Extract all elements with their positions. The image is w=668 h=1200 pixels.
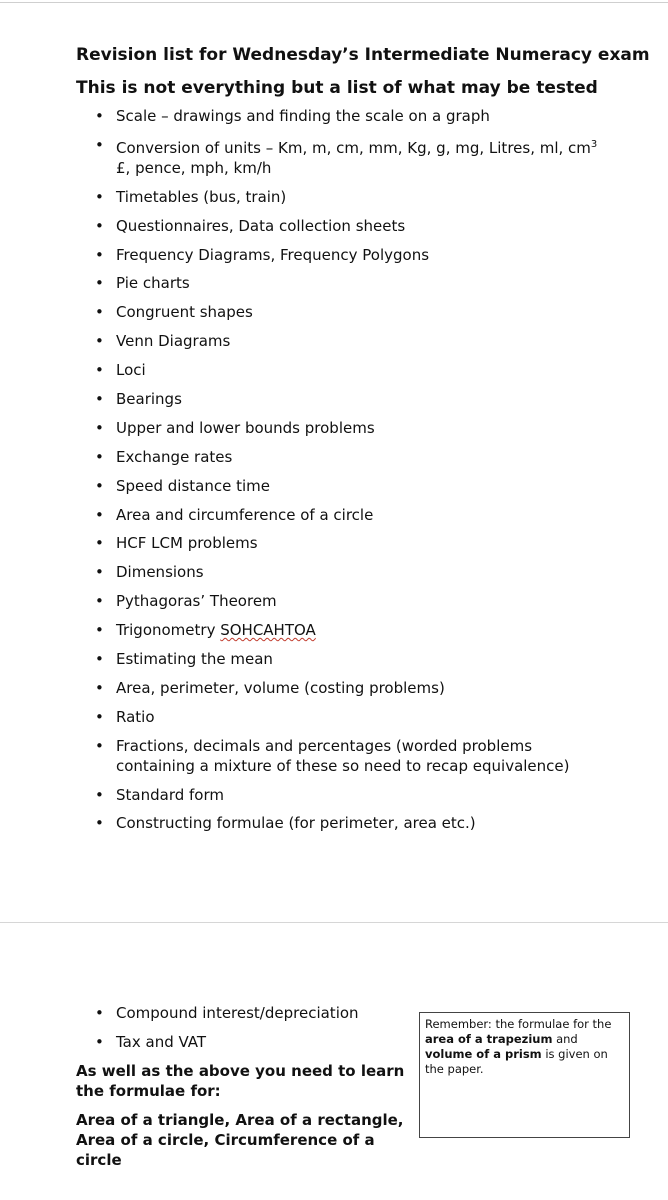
note-text-3: is given on the paper. xyxy=(425,1047,608,1076)
list-item xyxy=(0,533,668,553)
topics-list xyxy=(0,106,668,842)
list-item xyxy=(0,106,668,126)
list-item xyxy=(0,736,668,776)
list-item xyxy=(0,418,668,438)
list-item xyxy=(0,620,668,640)
list-item xyxy=(0,216,668,236)
reminder-note-box xyxy=(419,1012,630,1138)
bullet-icon: • xyxy=(95,814,104,833)
list-item xyxy=(0,1032,420,1052)
learn-formulae-heading: As well as the above you need to learn the formulae for: xyxy=(76,1062,405,1100)
bullet-icon: • xyxy=(95,476,104,495)
list-item xyxy=(0,505,668,525)
bullet-icon: • xyxy=(95,563,104,582)
bullet-icon: • xyxy=(95,135,104,154)
list-item-text-line2: £, pence, mph, km/h xyxy=(116,158,272,177)
bullet-icon: • xyxy=(95,303,104,322)
list-item xyxy=(0,447,668,467)
list-item xyxy=(0,707,668,727)
list-item-text: Venn Diagrams xyxy=(116,332,231,351)
list-item-text: Compound interest/depreciation xyxy=(116,1004,359,1022)
list-item xyxy=(0,331,668,351)
list-item-text: Trigonometry xyxy=(116,621,221,640)
list-item xyxy=(0,562,668,582)
list-item xyxy=(0,476,668,496)
bullet-icon: • xyxy=(95,736,104,755)
list-item-text: Tax and VAT xyxy=(116,1032,207,1051)
list-item-text: Upper and lower bounds problems xyxy=(116,418,375,437)
bullet-icon: • xyxy=(95,505,104,524)
superscript: 3 xyxy=(590,138,598,150)
bullet-icon: • xyxy=(95,447,104,466)
list-item xyxy=(0,360,668,380)
list-item xyxy=(0,302,668,322)
note-bold-prism: volume of a prism xyxy=(425,1047,542,1061)
bullet-icon: • xyxy=(95,1032,104,1051)
list-item xyxy=(0,813,668,833)
list-item-text: Fractions, decimals and percentages (worded problems containing a mixture of these so need to recap equivalence) xyxy=(116,736,570,775)
bullet-icon: • xyxy=(95,592,104,611)
bullet-icon: • xyxy=(95,418,104,437)
list-item-text: Scale – drawings and finding the scale on a graph xyxy=(116,107,490,125)
list-item-text: Area, perimeter, volume (costing problems) xyxy=(116,678,445,697)
list-item-text: Conversion of units – Km, m, cm, mm, Kg, g, mg, Litres, ml, cm xyxy=(116,138,591,157)
list-item xyxy=(0,389,668,409)
list-item xyxy=(0,678,668,698)
list-item-text: HCF LCM problems xyxy=(116,534,258,553)
list-item-text: Congruent shapes xyxy=(116,303,253,322)
list-item-text: Standard form xyxy=(116,785,224,804)
bullet-icon: • xyxy=(95,361,104,380)
document-subtitle: This is not everything but a list of what may be tested xyxy=(76,78,598,98)
list-item-text: Area and circumference of a circle xyxy=(116,505,374,524)
bullet-icon: • xyxy=(95,678,104,697)
page-top-rule xyxy=(0,2,668,3)
bullet-icon: • xyxy=(95,785,104,804)
list-item xyxy=(0,649,668,669)
bullet-icon: • xyxy=(95,332,104,351)
bullet-icon: • xyxy=(95,245,104,264)
document-title: Revision list for Wednesday’s Intermediate Numeracy exam xyxy=(76,45,650,65)
list-item-text: Dimensions xyxy=(116,563,204,582)
note-bold-trapezium: area of a trapezium xyxy=(425,1032,553,1046)
list-item xyxy=(0,273,668,293)
list-item-text: Constructing formulae (for perimeter, area etc.) xyxy=(116,814,476,833)
formulae-list: Area of a triangle, Area of a rectangle, Area of a circle, Circumference of a circle xyxy=(76,1111,404,1169)
list-item-text: Estimating the mean xyxy=(116,650,273,669)
list-item xyxy=(0,245,668,265)
list-item-text: Pie charts xyxy=(116,274,190,293)
bullet-icon: • xyxy=(95,216,104,235)
bullet-icon: • xyxy=(95,390,104,409)
bullet-icon: • xyxy=(95,650,104,669)
list-item xyxy=(0,135,668,178)
list-item-text: Loci xyxy=(116,361,146,380)
list-item-text: Frequency Diagrams, Frequency Polygons xyxy=(116,245,430,264)
list-item xyxy=(0,785,668,805)
bullet-icon: • xyxy=(95,534,104,553)
list-item-text: Speed distance time xyxy=(116,476,271,495)
spellcheck-flagged-word: SOHCAHTOA xyxy=(220,621,316,640)
note-text-1: Remember: the formulae for the xyxy=(425,1017,612,1031)
bullet-icon: • xyxy=(95,107,104,125)
note-text-2: and xyxy=(552,1032,578,1046)
list-item-text: Bearings xyxy=(116,390,182,409)
list-item xyxy=(0,1003,420,1023)
bullet-icon: • xyxy=(95,274,104,293)
list-item-text: Pythagoras’ Theorem xyxy=(116,592,277,611)
bullet-icon: • xyxy=(95,187,104,206)
bullet-icon: • xyxy=(95,1004,104,1022)
list-item xyxy=(0,591,668,611)
list-item-text: Timetables (bus, train) xyxy=(116,187,287,206)
topics-list-page2 xyxy=(0,1003,420,1061)
bullet-icon: • xyxy=(95,707,104,726)
list-item-text: Ratio xyxy=(116,707,155,726)
page-break xyxy=(0,922,668,923)
list-item xyxy=(0,187,668,207)
list-item-text: Exchange rates xyxy=(116,447,233,466)
list-item-text: Questionnaires, Data collection sheets xyxy=(116,216,406,235)
bullet-icon: • xyxy=(95,621,104,640)
